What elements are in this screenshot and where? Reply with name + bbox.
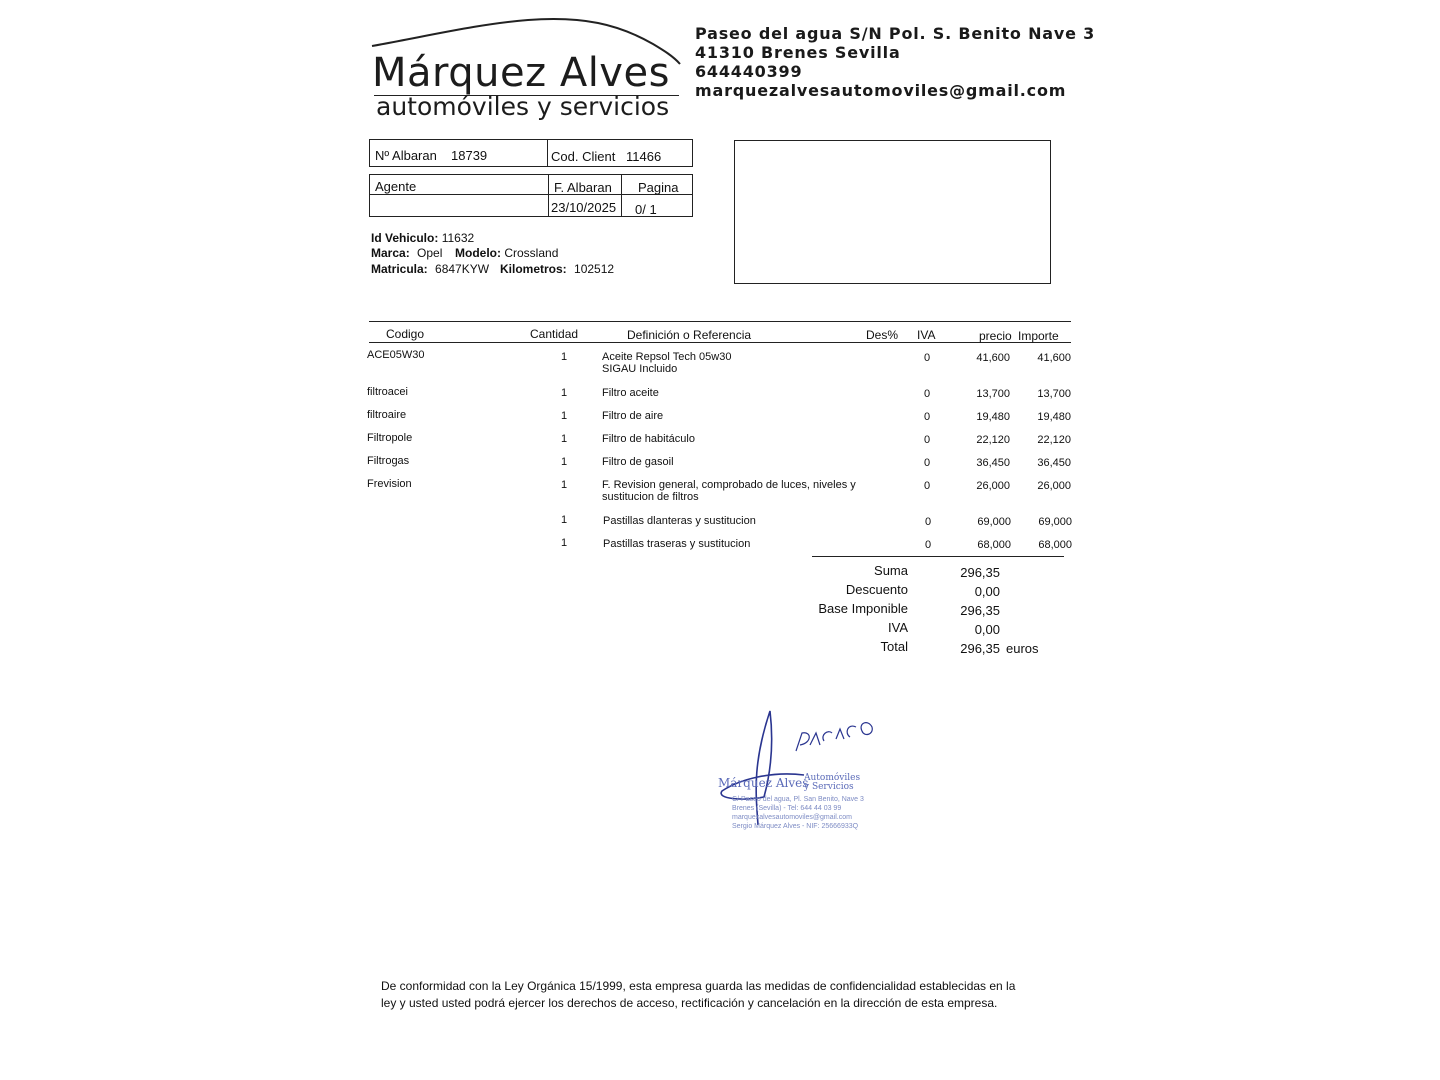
row-precio: 36,450 (976, 457, 1010, 469)
table-top-rule (369, 321, 1071, 322)
col-header-des: Des% (866, 328, 899, 342)
client-code: 11466 (626, 149, 662, 164)
row-importe: 13,700 (1037, 388, 1071, 400)
iva-total-label: IVA (888, 620, 908, 635)
suma-value: 296,35 (960, 565, 1000, 580)
table-header-rule (369, 342, 1071, 343)
row-cantidad: 1 (561, 479, 568, 491)
row-cantidad: 1 (561, 514, 568, 526)
customer-address-box (734, 140, 1051, 284)
row-definicion-line2: sustitucion de filtros (602, 491, 699, 503)
row-iva: 0 (925, 516, 932, 528)
base-value: 296,35 (960, 603, 1000, 618)
row-precio: 26,000 (976, 480, 1010, 492)
company-email: marquezalvesautomoviles@gmail.com (695, 81, 1067, 100)
row-cantidad: 1 (561, 351, 568, 363)
modelo-label: Modelo: (455, 246, 501, 260)
row-definicion: F. Revision general, comprobado de luces, niveles y (602, 479, 856, 491)
logo-tagline: automóviles y servicios (376, 92, 670, 121)
km-label: Kilometros: (500, 262, 567, 276)
company-stamp (712, 705, 882, 835)
row-definicion: Filtro de gasoil (602, 456, 674, 468)
totals-rule (812, 556, 1064, 557)
descuento-value: 0,00 (974, 584, 1000, 599)
vehicle-id-label: Id Vehiculo: (371, 231, 439, 245)
suma-label: Suma (874, 563, 908, 578)
row-codigo: ACE05W30 (367, 349, 425, 361)
logo-name: Márquez Alves (372, 50, 670, 96)
fecha-value: 23/10/2025 (551, 200, 617, 215)
row-definicion: Aceite Repsol Tech 05w30 (602, 351, 732, 363)
box-divider (547, 139, 548, 167)
row-codigo: Filtrogas (367, 455, 410, 467)
row-iva: 0 (924, 480, 931, 492)
vehicle-matricula (371, 262, 489, 276)
vehicle-modelo (455, 246, 558, 260)
row-precio: 19,480 (976, 411, 1010, 423)
row-precio: 69,000 (977, 516, 1011, 528)
stamp-line2: Brenes (Sevilla) - Tel: 644 44 03 99 (732, 805, 842, 812)
fecha-label: F. Albaran (554, 180, 612, 195)
row-cantidad: 1 (561, 537, 568, 549)
iva-total-value: 0,00 (974, 622, 1000, 637)
row-definicion: Filtro de aire (602, 410, 664, 422)
row-definicion: Pastillas dlanteras y sustitucion (603, 515, 756, 527)
agente-label: Agente (375, 179, 417, 194)
total-value: 296,35 (960, 641, 1000, 656)
row-definicion: Filtro aceite (602, 387, 659, 399)
row-importe: 22,120 (1037, 434, 1071, 446)
legal-line1: De conformidad con la Ley Orgánica 15/1999, esta empresa guarda las medidas de confidencialidad establecidas en la (381, 979, 1016, 993)
stamp-name: Márquez Alves (718, 776, 809, 790)
company-phone: 644440399 (695, 62, 803, 81)
row-importe: 19,480 (1037, 411, 1071, 423)
stamp-line4: Sergio Márquez Alves - NIF: 25666933Q (732, 823, 859, 830)
stamp-line1: C/ Paseo del agua, Pl. San Benito, Nave 3 (732, 796, 864, 803)
row-iva: 0 (924, 388, 931, 400)
company-address-line2: 41310 Brenes Sevilla (695, 43, 901, 62)
total-currency: euros (1006, 641, 1039, 656)
row-codigo: Filtropole (367, 432, 413, 444)
col-header-cantidad: Cantidad (530, 327, 579, 341)
row-importe: 41,600 (1037, 352, 1071, 364)
col-header-codigo: Codigo (386, 327, 425, 341)
row-precio: 22,120 (976, 434, 1010, 446)
vehicle-marca (371, 246, 442, 260)
marca-value: Opel (417, 246, 443, 260)
row-definicion: Pastillas traseras y sustitucion (603, 538, 751, 550)
col-header-iva: IVA (917, 328, 936, 342)
row-cantidad: 1 (561, 433, 568, 445)
row-importe: 69,000 (1038, 516, 1072, 528)
legal-line2: ley y usted usted podrá ejercer los derechos de acceso, rectificación y cancelación en la dirección de esta empresa. (381, 996, 998, 1010)
vehicle-id-value: 11632 (441, 231, 475, 245)
row-codigo: filtroacei (367, 386, 408, 398)
row-cantidad: 1 (561, 456, 568, 468)
row-importe: 68,000 (1038, 539, 1072, 551)
row-cantidad: 1 (561, 387, 568, 399)
row-iva: 0 (925, 539, 932, 551)
row-definicion-line2: SIGAU Incluido (602, 363, 678, 375)
row-precio: 41,600 (976, 352, 1010, 364)
stamp-line3: marquezalvesautomoviles@gmail.com (732, 814, 852, 821)
pagina-label: Pagina (638, 180, 679, 195)
col-header-precio: precio (979, 329, 1012, 343)
client-label: Cod. Client (551, 149, 616, 164)
albaran-label: Nº Albaran (375, 148, 437, 163)
row-iva: 0 (924, 411, 931, 423)
marca-label: Marca: (371, 246, 410, 260)
modelo-value: Crossland (504, 246, 559, 260)
row-importe: 26,000 (1037, 480, 1071, 492)
descuento-label: Descuento (845, 582, 908, 597)
albaran-number: 18739 (451, 148, 488, 163)
row-codigo: filtroaire (367, 409, 407, 421)
row-iva: 0 (924, 434, 931, 446)
vehicle-km (500, 262, 614, 276)
row-precio: 68,000 (977, 539, 1011, 551)
matricula-value: 6847KYW (435, 262, 490, 276)
row-iva: 0 (924, 457, 931, 469)
row-codigo: Frevision (367, 478, 412, 490)
company-address-line1: Paseo del agua S/N Pol. S. Benito Nave 3 (695, 24, 1096, 43)
row-iva: 0 (924, 352, 931, 364)
row-precio: 13,700 (976, 388, 1010, 400)
base-label: Base Imponible (818, 601, 908, 616)
stamp-subtitle: Automóviles y Servicios (804, 773, 861, 792)
col-header-importe: Importe (1018, 329, 1059, 343)
matricula-label: Matricula: (371, 262, 428, 276)
col-header-definicion: Definición o Referencia (627, 328, 752, 342)
pagina-value: 0/ 1 (635, 202, 657, 217)
vehicle-id (371, 231, 474, 245)
box-divider (621, 174, 622, 217)
total-label: Total (880, 639, 908, 654)
row-importe: 36,450 (1037, 457, 1071, 469)
km-value: 102512 (574, 262, 615, 276)
box-divider (548, 174, 549, 217)
row-definicion: Filtro de habitáculo (602, 433, 695, 445)
row-cantidad: 1 (561, 410, 568, 422)
